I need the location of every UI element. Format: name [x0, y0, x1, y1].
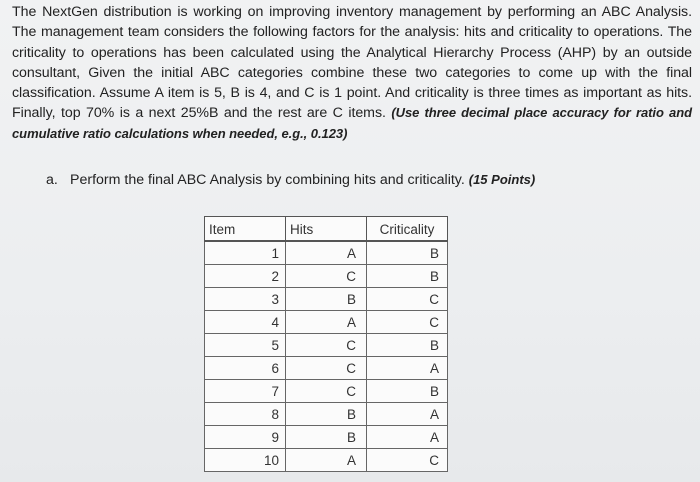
cell-hits: C [286, 357, 367, 380]
cell-item: 6 [205, 357, 286, 380]
cell-hits: B [286, 288, 367, 311]
cell-criticality: B [367, 334, 448, 357]
cell-hits: C [286, 265, 367, 288]
question-text: Perform the final ABC Analysis by combining hits and criticality. [70, 172, 465, 188]
table-row [205, 311, 448, 334]
cell-criticality: B [367, 380, 448, 403]
cell-item: 4 [205, 311, 286, 334]
cell-hits: A [286, 449, 367, 472]
header-criticality: Criticality [367, 217, 448, 242]
table-row [205, 334, 448, 357]
abc-table [204, 216, 448, 472]
table-row [205, 426, 448, 449]
cell-criticality: B [367, 241, 448, 265]
question-a [46, 172, 535, 188]
cell-hits: A [286, 241, 367, 265]
cell-item: 8 [205, 403, 286, 426]
table-row [205, 380, 448, 403]
header-item: Item [205, 217, 286, 242]
cell-item: 3 [205, 288, 286, 311]
cell-item: 9 [205, 426, 286, 449]
cell-hits: B [286, 403, 367, 426]
cell-criticality: A [367, 403, 448, 426]
table-header-row [205, 217, 448, 242]
decimal-note: (Use three decimal place accuracy for ratio and cumulative ratio calculations when needed, e.g., 0.123) [12, 105, 692, 141]
cell-criticality: C [367, 288, 448, 311]
cell-hits: B [286, 426, 367, 449]
table-row [205, 241, 448, 265]
table-row [205, 403, 448, 426]
cell-item: 10 [205, 449, 286, 472]
cell-item: 1 [205, 241, 286, 265]
cell-criticality: C [367, 311, 448, 334]
cell-item: 5 [205, 334, 286, 357]
table-row [205, 449, 448, 472]
problem-paragraph [12, 2, 692, 144]
cell-criticality: C [367, 449, 448, 472]
cell-hits: C [286, 380, 367, 403]
header-hits: Hits [286, 217, 367, 242]
table-row [205, 288, 448, 311]
table-row [205, 265, 448, 288]
question-points: (15 Points) [468, 172, 536, 187]
cell-criticality: A [367, 426, 448, 449]
cell-hits: C [286, 334, 367, 357]
problem-text: The NextGen distribution is working on improving inventory management by performing an ABC Analysis. The management team considers the following factors for the analysis: hits and criticality to operations. The criticality to operations has been calculated using the Analytical Hierarchy Process (AHP) by an outside consultant, Given the initial ABC categories combine these two categories to come up with the final classification. Assume A item is 5, B is 4, and C is 1 point. And criticality is three times as important as hits. Finally, top 70% is a next 25%B and the rest are C items. [12, 4, 692, 122]
cell-criticality: A [367, 357, 448, 380]
cell-criticality: B [367, 265, 448, 288]
question-letter: a. [46, 172, 58, 188]
cell-hits: A [286, 311, 367, 334]
cell-item: 7 [205, 380, 286, 403]
cell-item: 2 [205, 265, 286, 288]
table-row [205, 357, 448, 380]
